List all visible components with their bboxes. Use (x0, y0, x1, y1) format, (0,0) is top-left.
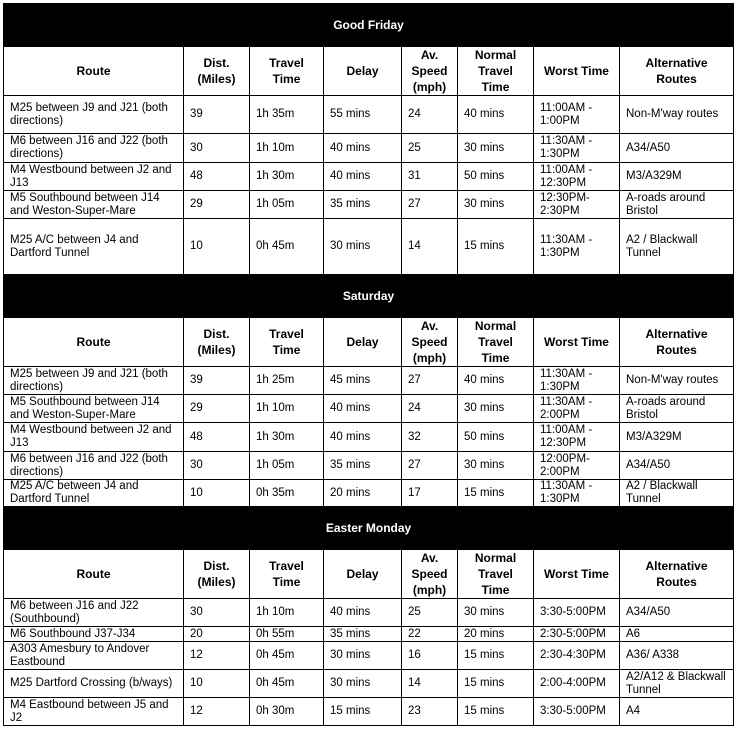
normal-travel-time-cell: 40 mins (458, 96, 534, 134)
worst-time-cell: 11:00AM - 12:30PM (534, 423, 620, 452)
travel-time-cell: 0h 45m (250, 642, 324, 670)
alternative-routes-cell: M3/A329M (620, 423, 734, 452)
normal-travel-time-header: Normal Travel Time (458, 47, 534, 96)
worst-time-cell: 12:00PM- 2:00PM (534, 452, 620, 480)
alternative-routes-cell: A2 / Blackwall Tunnel (620, 219, 734, 275)
table-row (4, 134, 734, 163)
travel-time-cell: 0h 35m (250, 480, 324, 507)
delay-cell: 35 mins (324, 627, 402, 642)
worst-time-cell: 11:00AM - 12:30PM (534, 163, 620, 191)
worst-time-cell: 3:30-5:00PM (534, 698, 620, 726)
delay-cell: 45 mins (324, 367, 402, 395)
table-row (4, 642, 734, 670)
normal-travel-time-cell: 50 mins (458, 163, 534, 191)
traffic-table (3, 3, 734, 726)
average-speed-cell: 27 (402, 191, 458, 219)
table-row (4, 219, 734, 275)
normal-travel-time-cell: 50 mins (458, 423, 534, 452)
worst-time-cell: 11:30AM - 2:00PM (534, 395, 620, 423)
distance-cell: 29 (184, 395, 250, 423)
section-title-row (4, 275, 734, 318)
alternative-routes-header: Alternative Routes (620, 318, 734, 367)
alternative-routes-header: Alternative Routes (620, 47, 734, 96)
worst-time-cell: 2:00-4:00PM (534, 670, 620, 698)
delay-cell: 40 mins (324, 163, 402, 191)
table-body (4, 4, 734, 726)
worst-time-cell: 12:30PM- 2:30PM (534, 191, 620, 219)
route-cell: M25 A/C between J4 and Dartford Tunnel (4, 480, 184, 507)
route-cell: M25 between J9 and J21 (both directions) (4, 96, 184, 134)
delay-cell: 35 mins (324, 452, 402, 480)
delay-cell: 55 mins (324, 96, 402, 134)
average-speed-cell: 25 (402, 134, 458, 163)
normal-travel-time-cell: 15 mins (458, 219, 534, 275)
table-row (4, 452, 734, 480)
distance-cell: 12 (184, 698, 250, 726)
route-cell: M6 between J16 and J22 (Southbound) (4, 599, 184, 627)
section-title-row (4, 507, 734, 550)
table-row (4, 599, 734, 627)
table-row (4, 191, 734, 219)
average-speed-header: Av. Speed (mph) (402, 318, 458, 367)
normal-travel-time-cell: 15 mins (458, 670, 534, 698)
alternative-routes-cell: A34/A50 (620, 599, 734, 627)
travel-time-cell: 1h 30m (250, 163, 324, 191)
alternative-routes-cell: A34/A50 (620, 452, 734, 480)
normal-travel-time-cell: 20 mins (458, 627, 534, 642)
average-speed-cell: 14 (402, 670, 458, 698)
average-speed-cell: 23 (402, 698, 458, 726)
normal-travel-time-cell: 40 mins (458, 367, 534, 395)
delay-header: Delay (324, 47, 402, 96)
travel-time-cell: 1h 10m (250, 599, 324, 627)
route-header: Route (4, 550, 184, 599)
distance-cell: 48 (184, 163, 250, 191)
alternative-routes-cell: M3/A329M (620, 163, 734, 191)
distance-cell: 29 (184, 191, 250, 219)
delay-cell: 40 mins (324, 395, 402, 423)
average-speed-cell: 31 (402, 163, 458, 191)
worst-time-cell: 11:00AM - 1:00PM (534, 96, 620, 134)
worst-time-cell: 11:30AM - 1:30PM (534, 480, 620, 507)
distance-cell: 30 (184, 134, 250, 163)
alternative-routes-cell: A2/A12 & Blackwall Tunnel (620, 670, 734, 698)
alternative-routes-cell: A-roads around Bristol (620, 395, 734, 423)
distance-cell: 30 (184, 452, 250, 480)
route-cell: M5 Southbound between J14 and Weston-Super-Mare (4, 191, 184, 219)
route-cell: M5 Southbound between J14 and Weston-Super-Mare (4, 395, 184, 423)
travel-time-cell: 0h 45m (250, 219, 324, 275)
section-title: Saturday (4, 275, 734, 318)
travel-time-header: Travel Time (250, 47, 324, 96)
alternative-routes-cell: A2 / Blackwall Tunnel (620, 480, 734, 507)
worst-time-header: Worst Time (534, 550, 620, 599)
normal-travel-time-cell: 15 mins (458, 480, 534, 507)
table-row (4, 480, 734, 507)
travel-time-cell: 1h 10m (250, 134, 324, 163)
table-row (4, 367, 734, 395)
delay-cell: 30 mins (324, 219, 402, 275)
delay-cell: 30 mins (324, 670, 402, 698)
distance-cell: 39 (184, 96, 250, 134)
route-cell: M25 between J9 and J21 (both directions) (4, 367, 184, 395)
worst-time-cell: 11:30AM - 1:30PM (534, 134, 620, 163)
delay-header: Delay (324, 550, 402, 599)
delay-header: Delay (324, 318, 402, 367)
delay-cell: 40 mins (324, 134, 402, 163)
distance-header: Dist. (Miles) (184, 318, 250, 367)
alternative-routes-cell: A-roads around Bristol (620, 191, 734, 219)
column-header-row (4, 550, 734, 599)
alternative-routes-cell: A4 (620, 698, 734, 726)
normal-travel-time-cell: 30 mins (458, 599, 534, 627)
distance-cell: 30 (184, 599, 250, 627)
alternative-routes-cell: A36/ A338 (620, 642, 734, 670)
route-cell: M4 Eastbound between J5 and J2 (4, 698, 184, 726)
worst-time-header: Worst Time (534, 318, 620, 367)
worst-time-header: Worst Time (534, 47, 620, 96)
travel-time-header: Travel Time (250, 318, 324, 367)
normal-travel-time-cell: 15 mins (458, 698, 534, 726)
worst-time-cell: 11:30AM - 1:30PM (534, 367, 620, 395)
normal-travel-time-header: Normal Travel Time (458, 318, 534, 367)
distance-cell: 10 (184, 219, 250, 275)
average-speed-cell: 24 (402, 96, 458, 134)
average-speed-cell: 22 (402, 627, 458, 642)
table-row (4, 698, 734, 726)
normal-travel-time-cell: 30 mins (458, 452, 534, 480)
distance-cell: 10 (184, 480, 250, 507)
column-header-row (4, 47, 734, 96)
distance-cell: 39 (184, 367, 250, 395)
travel-time-cell: 1h 05m (250, 452, 324, 480)
average-speed-header: Av. Speed (mph) (402, 550, 458, 599)
table-row (4, 163, 734, 191)
travel-time-header: Travel Time (250, 550, 324, 599)
table-row (4, 670, 734, 698)
table-row (4, 96, 734, 134)
average-speed-cell: 14 (402, 219, 458, 275)
alternative-routes-cell: Non-M'way routes (620, 367, 734, 395)
route-cell: M4 Westbound between J2 and J13 (4, 163, 184, 191)
worst-time-cell: 3:30-5:00PM (534, 599, 620, 627)
average-speed-cell: 16 (402, 642, 458, 670)
route-cell: M6 Southbound J37-J34 (4, 627, 184, 642)
normal-travel-time-cell: 30 mins (458, 395, 534, 423)
travel-time-cell: 1h 30m (250, 423, 324, 452)
worst-time-cell: 2:30-4:30PM (534, 642, 620, 670)
average-speed-cell: 24 (402, 395, 458, 423)
worst-time-cell: 11:30AM - 1:30PM (534, 219, 620, 275)
distance-cell: 20 (184, 627, 250, 642)
section-title: Easter Monday (4, 507, 734, 550)
travel-time-cell: 0h 45m (250, 670, 324, 698)
table-row (4, 423, 734, 452)
worst-time-cell: 2:30-5:00PM (534, 627, 620, 642)
delay-cell: 40 mins (324, 599, 402, 627)
alternative-routes-header: Alternative Routes (620, 550, 734, 599)
travel-time-cell: 1h 05m (250, 191, 324, 219)
delay-cell: 40 mins (324, 423, 402, 452)
distance-cell: 48 (184, 423, 250, 452)
column-header-row (4, 318, 734, 367)
normal-travel-time-header: Normal Travel Time (458, 550, 534, 599)
travel-time-cell: 1h 25m (250, 367, 324, 395)
route-cell: M4 Westbound between J2 and J13 (4, 423, 184, 452)
normal-travel-time-cell: 15 mins (458, 642, 534, 670)
delay-cell: 15 mins (324, 698, 402, 726)
alternative-routes-cell: Non-M'way routes (620, 96, 734, 134)
average-speed-cell: 27 (402, 452, 458, 480)
average-speed-cell: 25 (402, 599, 458, 627)
route-cell: M25 Dartford Crossing (b/ways) (4, 670, 184, 698)
travel-time-cell: 1h 35m (250, 96, 324, 134)
route-cell: M6 between J16 and J22 (both directions) (4, 134, 184, 163)
average-speed-cell: 32 (402, 423, 458, 452)
distance-cell: 12 (184, 642, 250, 670)
normal-travel-time-cell: 30 mins (458, 191, 534, 219)
alternative-routes-cell: A34/A50 (620, 134, 734, 163)
distance-header: Dist. (Miles) (184, 47, 250, 96)
alternative-routes-cell: A6 (620, 627, 734, 642)
section-title-row (4, 4, 734, 47)
route-header: Route (4, 47, 184, 96)
distance-cell: 10 (184, 670, 250, 698)
table-row (4, 395, 734, 423)
travel-time-cell: 0h 30m (250, 698, 324, 726)
normal-travel-time-cell: 30 mins (458, 134, 534, 163)
route-cell: M6 between J16 and J22 (both directions) (4, 452, 184, 480)
delay-cell: 20 mins (324, 480, 402, 507)
section-title: Good Friday (4, 4, 734, 47)
average-speed-header: Av. Speed (mph) (402, 47, 458, 96)
table-row (4, 627, 734, 642)
average-speed-cell: 17 (402, 480, 458, 507)
delay-cell: 35 mins (324, 191, 402, 219)
route-cell: M25 A/C between J4 and Dartford Tunnel (4, 219, 184, 275)
delay-cell: 30 mins (324, 642, 402, 670)
route-header: Route (4, 318, 184, 367)
route-cell: A303 Amesbury to Andover Eastbound (4, 642, 184, 670)
travel-time-cell: 1h 10m (250, 395, 324, 423)
travel-time-cell: 0h 55m (250, 627, 324, 642)
distance-header: Dist. (Miles) (184, 550, 250, 599)
average-speed-cell: 27 (402, 367, 458, 395)
